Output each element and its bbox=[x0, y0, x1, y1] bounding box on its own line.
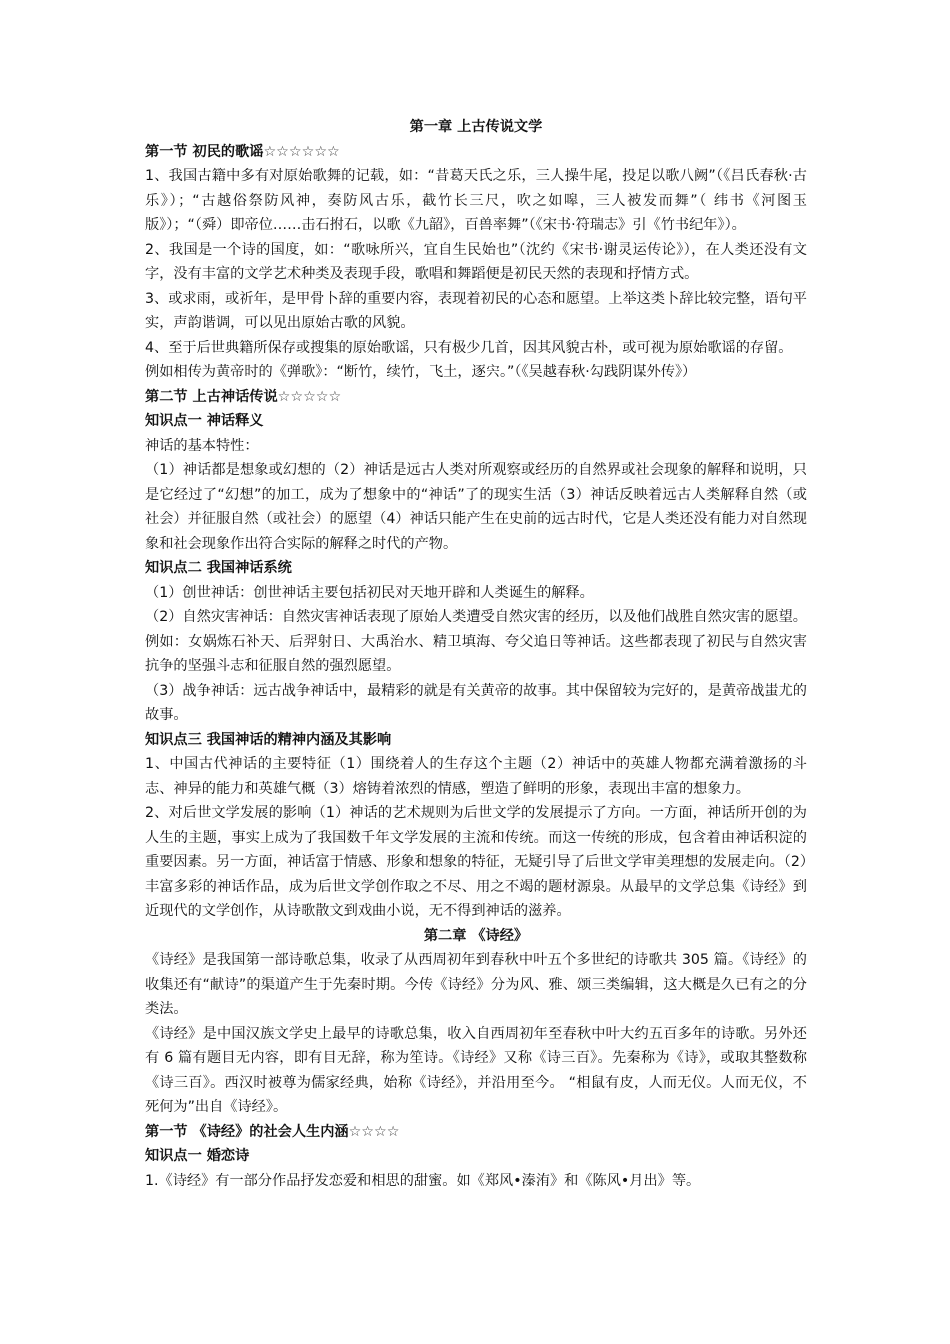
section-title bbox=[145, 385, 807, 410]
paragraph: 1、中国古代神话的主要特征（1）围绕着人的生存这个主题（2）神话中的英雄人物都充满着激扬的斗志、神异的能力和英雄气概（3）熔铸着浓烈的情感，塑造了鲜明的形象，表现出丰富的想象力。 bbox=[145, 756, 807, 797]
paragraph: 《诗经》是我国第一部诗歌总集，收录了从西周初年到春秋中叶五个多世纪的诗歌共 305 篇。《诗经》的收集还有“献诗”的渠道产生于先秦时期。今传《诗经》分为风、雅、颂三类编辑，这大概是久已有之的分类法。 bbox=[145, 952, 807, 1017]
knowledge-point-title: 知识点一 婚恋诗 bbox=[145, 1148, 250, 1164]
section-title-text: 第一节 《诗经》的社会人生内涵 bbox=[145, 1123, 349, 1140]
document-page bbox=[145, 115, 807, 1193]
paragraph: （1）神话都是想象或幻想的（2）神话是远古人类对所观察或经历的自然界或社会现象的解释和说明，只是它经过了“幻想”的加工，成为了想象中的“神话”了的现实生活（3）神话反映着远古人类解释自然（或社会）并征服自然（或社会）的愿望（4）神话只能产生在史前的远古时代，它是人类还没有能力对自然现象和社会现象作出符合实际的解释之时代的产物。 bbox=[145, 462, 807, 552]
knowledge-point-title: 知识点二 我国神话系统 bbox=[145, 560, 292, 576]
star-rating: ☆☆☆☆☆ bbox=[277, 388, 342, 405]
section-title bbox=[145, 140, 807, 165]
section-title bbox=[145, 1120, 807, 1145]
paragraph: 2、我国是一个诗的国度，如：“歌咏所兴，宜自生民始也”（沈约《宋书·谢灵运传论》），在人类还没有文字，没有丰富的文学艺术种类及表现手段，歌唱和舞蹈便是初民天然的表现和抒情方式。 bbox=[145, 241, 807, 282]
chapter-title: 第二章 《诗经》 bbox=[423, 927, 529, 944]
paragraph: （1）创世神话：创世神话主要包括初民对天地开辟和人类诞生的解释。 bbox=[145, 584, 594, 601]
star-rating: ☆☆☆☆ bbox=[348, 1123, 400, 1140]
paragraph: 1.《诗经》有一部分作品抒发恋爱和相思的甜蜜。如《郑风•溱洧》和《陈风•月出》等。 bbox=[145, 1172, 701, 1189]
paragraph: 1、我国古籍中多有对原始歌舞的记载，如：“昔葛天氏之乐，三人操牛尾，投足以歌八阙”（《吕氏春秋·古乐》）；“古越俗祭防风神，奏防风古乐，截竹长三尺，吹之如嗥，三人被发而舞”（ 纬书《河图玉版》）；“（舜）即帝位……击石拊石，以歌《九韶》，百兽率舞”（《宋书·符瑞志》引《竹书纪年》）。 bbox=[145, 168, 807, 233]
star-rating: ☆☆☆☆☆☆ bbox=[263, 143, 340, 160]
section-title-text: 第一节 初民的歌谣 bbox=[145, 143, 264, 160]
paragraph: 神话的基本特性： bbox=[145, 437, 259, 454]
paragraph: 4、至于后世典籍所保存或搜集的原始歌谣，只有极少几首，因其风貌古朴，或可视为原始歌谣的存留。 bbox=[145, 339, 793, 356]
knowledge-point-title: 知识点一 神话释义 bbox=[145, 413, 264, 429]
paragraph: 3、或求雨，或祈年，是甲骨卜辞的重要内容，表现着初民的心态和愿望。上举这类卜辞比较完整，语句平实，声韵谐调，可以见出原始古歌的风貌。 bbox=[145, 290, 807, 331]
paragraph: 2、对后世文学发展的影响（1）神话的艺术规则为后世文学的发展提示了方向。一方面，神话所开创的为人生的主题，事实上成为了我国数千年文学发展的主流和传统。而这一传统的形成，包含着由神话积淀的重要因素。另一方面，神话富于情感、形象和想象的特征，无疑引导了后世文学审美理想的发展走向。（2）丰富多彩的神话作品，成为后世文学创作取之不尽、用之不竭的题材源泉。从最早的文学总集《诗经》到近现代的文学创作，从诗歌散文到戏曲小说，无不得到神话的滋养。 bbox=[145, 805, 807, 919]
knowledge-point-title: 知识点三 我国神话的精神内涵及其影响 bbox=[145, 731, 392, 748]
chapter-title: 第一章 上古传说文学 bbox=[409, 119, 543, 135]
section-title-text: 第二节 上古神话传说 bbox=[145, 388, 278, 405]
paragraph: （2）自然灾害神话：自然灾害神话表现了原始人类遭受自然灾害的经历，以及他们战胜自然灾害的愿望。例如：女娲炼石补天、后羿射日、大禹治水、精卫填海、夸父追日等神话。这些都表现了初民与自然灾害抗争的坚强斗志和征服自然的强烈愿望。 bbox=[145, 609, 807, 674]
paragraph: 例如相传为黄帝时的《弹歌》：“断竹，续竹，飞土，逐宍。”（《吴越春秋·勾践阴谋外传》） bbox=[145, 364, 697, 380]
paragraph: （3）战争神话：远古战争神话中，最精彩的就是有关黄帝的故事。其中保留较为完好的，是黄帝战蚩尤的故事。 bbox=[145, 682, 807, 723]
paragraph: 《诗经》是中国汉族文学史上最早的诗歌总集，收入自西周初年至春秋中叶大约五百多年的诗歌。另外还有 6 篇有题目无内容，即有目无辞，称为笙诗。《诗经》又称《诗三百》。先秦称为《诗》，或取其整数称《诗三百》。西汉时被尊为儒家经典，始称《诗经》，并沿用至今。 “相鼠有皮，人而无仪。人而无仪，不死何为”出自《诗经》。 bbox=[145, 1025, 807, 1115]
